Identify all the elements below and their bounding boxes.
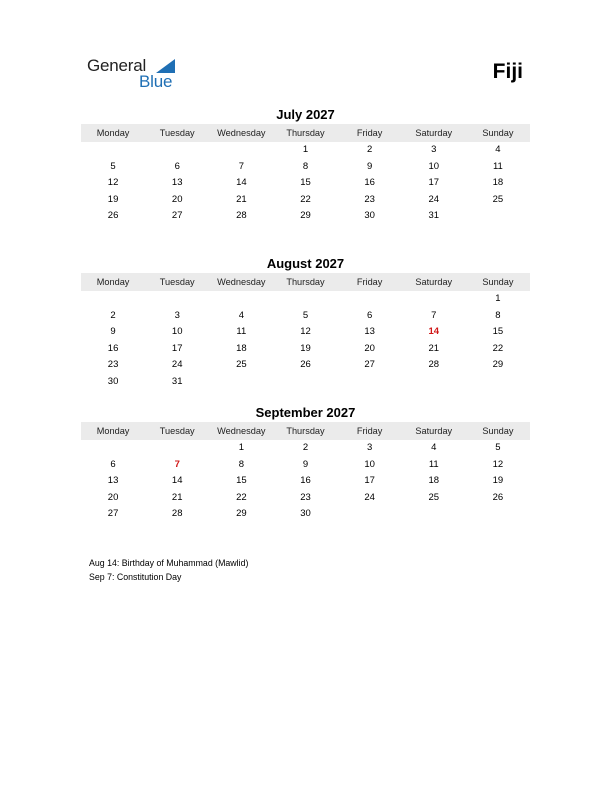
week-row <box>81 142 530 159</box>
day-cell: 18 <box>236 342 247 354</box>
day-cell: 19 <box>300 342 311 354</box>
day-cell: 9 <box>366 160 373 172</box>
day-cell: 15 <box>492 326 504 338</box>
day-cell: 8 <box>238 458 244 470</box>
month-august <box>81 256 530 391</box>
day-cell: 13 <box>107 475 119 487</box>
day-cell: 22 <box>236 491 247 503</box>
day-cell: 3 <box>366 442 373 453</box>
week-row <box>81 208 530 225</box>
day-cell: 10 <box>428 160 440 172</box>
weekday-label: Monday <box>96 426 130 436</box>
day-cell: 11 <box>492 160 503 172</box>
day-cell: 10 <box>171 326 183 338</box>
day-cell: 9 <box>302 458 309 470</box>
day-cell <box>338 506 402 523</box>
day-cell: 22 <box>300 193 311 205</box>
day-cell: 6 <box>110 458 116 470</box>
weekday-label: Sunday <box>482 426 514 436</box>
day-cell: 12 <box>107 177 119 189</box>
day-cell: 31 <box>171 375 183 387</box>
day-cell: 29 <box>300 210 311 222</box>
day-cell: 24 <box>171 359 183 371</box>
day-cell <box>402 506 466 523</box>
day-cell: 12 <box>300 326 311 338</box>
day-cell <box>273 374 337 391</box>
weekday-label: Monday <box>96 277 130 287</box>
weekday-header <box>81 273 530 291</box>
day-cell: 23 <box>300 491 311 503</box>
day-cell <box>145 291 209 308</box>
day-cell: 2 <box>110 309 116 321</box>
day-cell: 20 <box>171 193 183 205</box>
day-cell: 7 <box>431 309 437 321</box>
day-cell: 9 <box>110 326 116 338</box>
day-cell <box>273 291 337 308</box>
day-cell: 23 <box>107 359 119 371</box>
weekday-label: Friday <box>356 128 383 138</box>
weekday-label: Thursday <box>286 426 325 436</box>
weekday-label: Friday <box>356 426 383 436</box>
day-cell <box>81 142 145 159</box>
month-september <box>81 405 530 523</box>
day-cell: 31 <box>428 210 440 222</box>
day-cell <box>466 374 530 391</box>
day-cell: 4 <box>431 442 437 453</box>
day-cell: 14 <box>428 326 440 338</box>
day-cell: 6 <box>174 160 180 172</box>
weekday-label: Wednesday <box>217 277 266 287</box>
day-cell: 1 <box>238 442 244 453</box>
weekday-label: Sunday <box>482 277 514 287</box>
day-cell <box>466 506 530 523</box>
week-row <box>81 374 530 391</box>
day-cell: 28 <box>236 210 247 222</box>
week-row <box>81 457 530 474</box>
day-cell: 28 <box>428 359 440 371</box>
week-row <box>81 159 530 176</box>
day-cell: 5 <box>495 442 501 453</box>
day-cell: 8 <box>495 309 501 321</box>
week-row <box>81 291 530 308</box>
day-cell: 3 <box>174 309 180 321</box>
day-cell: 25 <box>428 491 440 503</box>
day-cell: 20 <box>107 491 119 503</box>
day-cell: 21 <box>236 193 247 205</box>
day-cell: 24 <box>428 193 440 205</box>
month-title: July 2027 <box>276 107 335 122</box>
day-cell: 30 <box>364 210 375 222</box>
day-cell: 2 <box>366 144 373 155</box>
day-cell: 14 <box>236 177 247 189</box>
day-cell: 29 <box>236 508 247 520</box>
week-row <box>81 192 530 209</box>
weekday-label: Wednesday <box>217 426 266 436</box>
day-cell: 18 <box>428 475 440 487</box>
day-cell: 25 <box>236 359 247 371</box>
week-row <box>81 341 530 358</box>
day-cell: 27 <box>364 359 375 371</box>
day-cell: 1 <box>302 144 309 155</box>
day-cell: 25 <box>492 193 504 205</box>
weekday-label: Friday <box>356 277 383 287</box>
day-cell: 11 <box>428 458 439 470</box>
day-cell <box>402 374 466 391</box>
day-cell: 29 <box>492 359 504 371</box>
day-cell: 27 <box>107 508 119 520</box>
day-cell: 30 <box>300 508 311 520</box>
week-row <box>81 490 530 507</box>
day-cell: 17 <box>364 475 375 487</box>
day-cell: 7 <box>238 160 244 172</box>
day-cell: 19 <box>492 475 504 487</box>
weekday-header <box>81 124 530 142</box>
day-cell: 26 <box>492 491 504 503</box>
day-cell: 7 <box>174 458 180 470</box>
day-cell: 21 <box>428 342 440 354</box>
week-row <box>81 357 530 374</box>
day-cell: 4 <box>495 144 501 155</box>
day-cell <box>338 291 402 308</box>
week-row <box>81 473 530 490</box>
day-cell: 16 <box>107 342 119 354</box>
day-cell <box>145 440 209 457</box>
day-cell: 23 <box>364 193 375 205</box>
week-row <box>81 324 530 341</box>
weekday-label: Saturday <box>415 277 453 287</box>
day-cell <box>81 440 145 457</box>
day-cell: 18 <box>492 177 504 189</box>
day-cell: 13 <box>364 326 375 338</box>
day-cell: 16 <box>300 475 311 487</box>
weekday-label: Tuesday <box>159 426 195 436</box>
day-cell: 2 <box>302 442 309 453</box>
day-cell: 22 <box>492 342 504 354</box>
day-cell: 5 <box>110 160 116 172</box>
holiday-note: Aug 14: Birthday of Muhammad (Mawlid) <box>89 558 249 568</box>
month-title: August 2027 <box>266 256 345 271</box>
day-cell <box>402 291 466 308</box>
day-cell: 6 <box>366 309 373 321</box>
logo-triangle-icon <box>156 59 175 73</box>
day-cell: 11 <box>236 326 247 338</box>
day-cell <box>145 142 209 159</box>
day-cell: 30 <box>107 375 119 387</box>
day-cell: 21 <box>171 491 183 503</box>
day-cell: 19 <box>107 193 119 205</box>
weekday-label: Wednesday <box>217 128 266 138</box>
day-cell: 13 <box>171 177 183 189</box>
day-cell: 4 <box>238 309 244 321</box>
day-cell <box>338 374 402 391</box>
day-cell: 12 <box>492 458 504 470</box>
day-cell: 14 <box>171 475 183 487</box>
day-cell: 26 <box>107 210 119 222</box>
weekday-label: Thursday <box>286 128 325 138</box>
holiday-notes <box>89 556 248 584</box>
day-cell: 16 <box>364 177 375 189</box>
holiday-note: Sep 7: Constitution Day <box>89 572 182 582</box>
day-cell: 17 <box>428 177 440 189</box>
day-cell: 5 <box>302 309 309 321</box>
week-row <box>81 506 530 523</box>
day-cell: 17 <box>171 342 183 354</box>
logo <box>87 56 187 92</box>
day-cell: 24 <box>364 491 375 503</box>
week-row <box>81 308 530 325</box>
month-title: September 2027 <box>255 405 356 420</box>
day-cell <box>209 142 273 159</box>
day-cell: 3 <box>431 144 437 155</box>
week-row <box>81 440 530 457</box>
week-row <box>81 175 530 192</box>
day-cell <box>209 374 273 391</box>
day-cell: 28 <box>171 508 183 520</box>
day-cell: 27 <box>171 210 183 222</box>
day-cell: 10 <box>364 458 375 470</box>
weekday-label: Sunday <box>482 128 514 138</box>
day-cell: 15 <box>236 475 247 487</box>
weekday-label: Thursday <box>286 277 325 287</box>
day-cell: 8 <box>302 160 309 172</box>
logo-text-blue: Blue <box>139 72 173 91</box>
day-cell: 20 <box>364 342 375 354</box>
month-july <box>81 107 530 225</box>
weekday-header <box>81 422 530 440</box>
day-cell: 15 <box>300 177 311 189</box>
weekday-label: Tuesday <box>159 128 195 138</box>
weekday-label: Tuesday <box>159 277 195 287</box>
day-cell <box>466 208 530 225</box>
logo-text-general: General <box>87 56 147 75</box>
day-cell: 1 <box>495 293 501 304</box>
weekday-label: Saturday <box>415 426 453 436</box>
weekday-label: Monday <box>96 128 130 138</box>
day-cell <box>209 291 273 308</box>
day-cell: 26 <box>300 359 311 371</box>
weekday-label: Saturday <box>415 128 453 138</box>
country-title: Fiji <box>492 60 523 83</box>
day-cell <box>81 291 145 308</box>
